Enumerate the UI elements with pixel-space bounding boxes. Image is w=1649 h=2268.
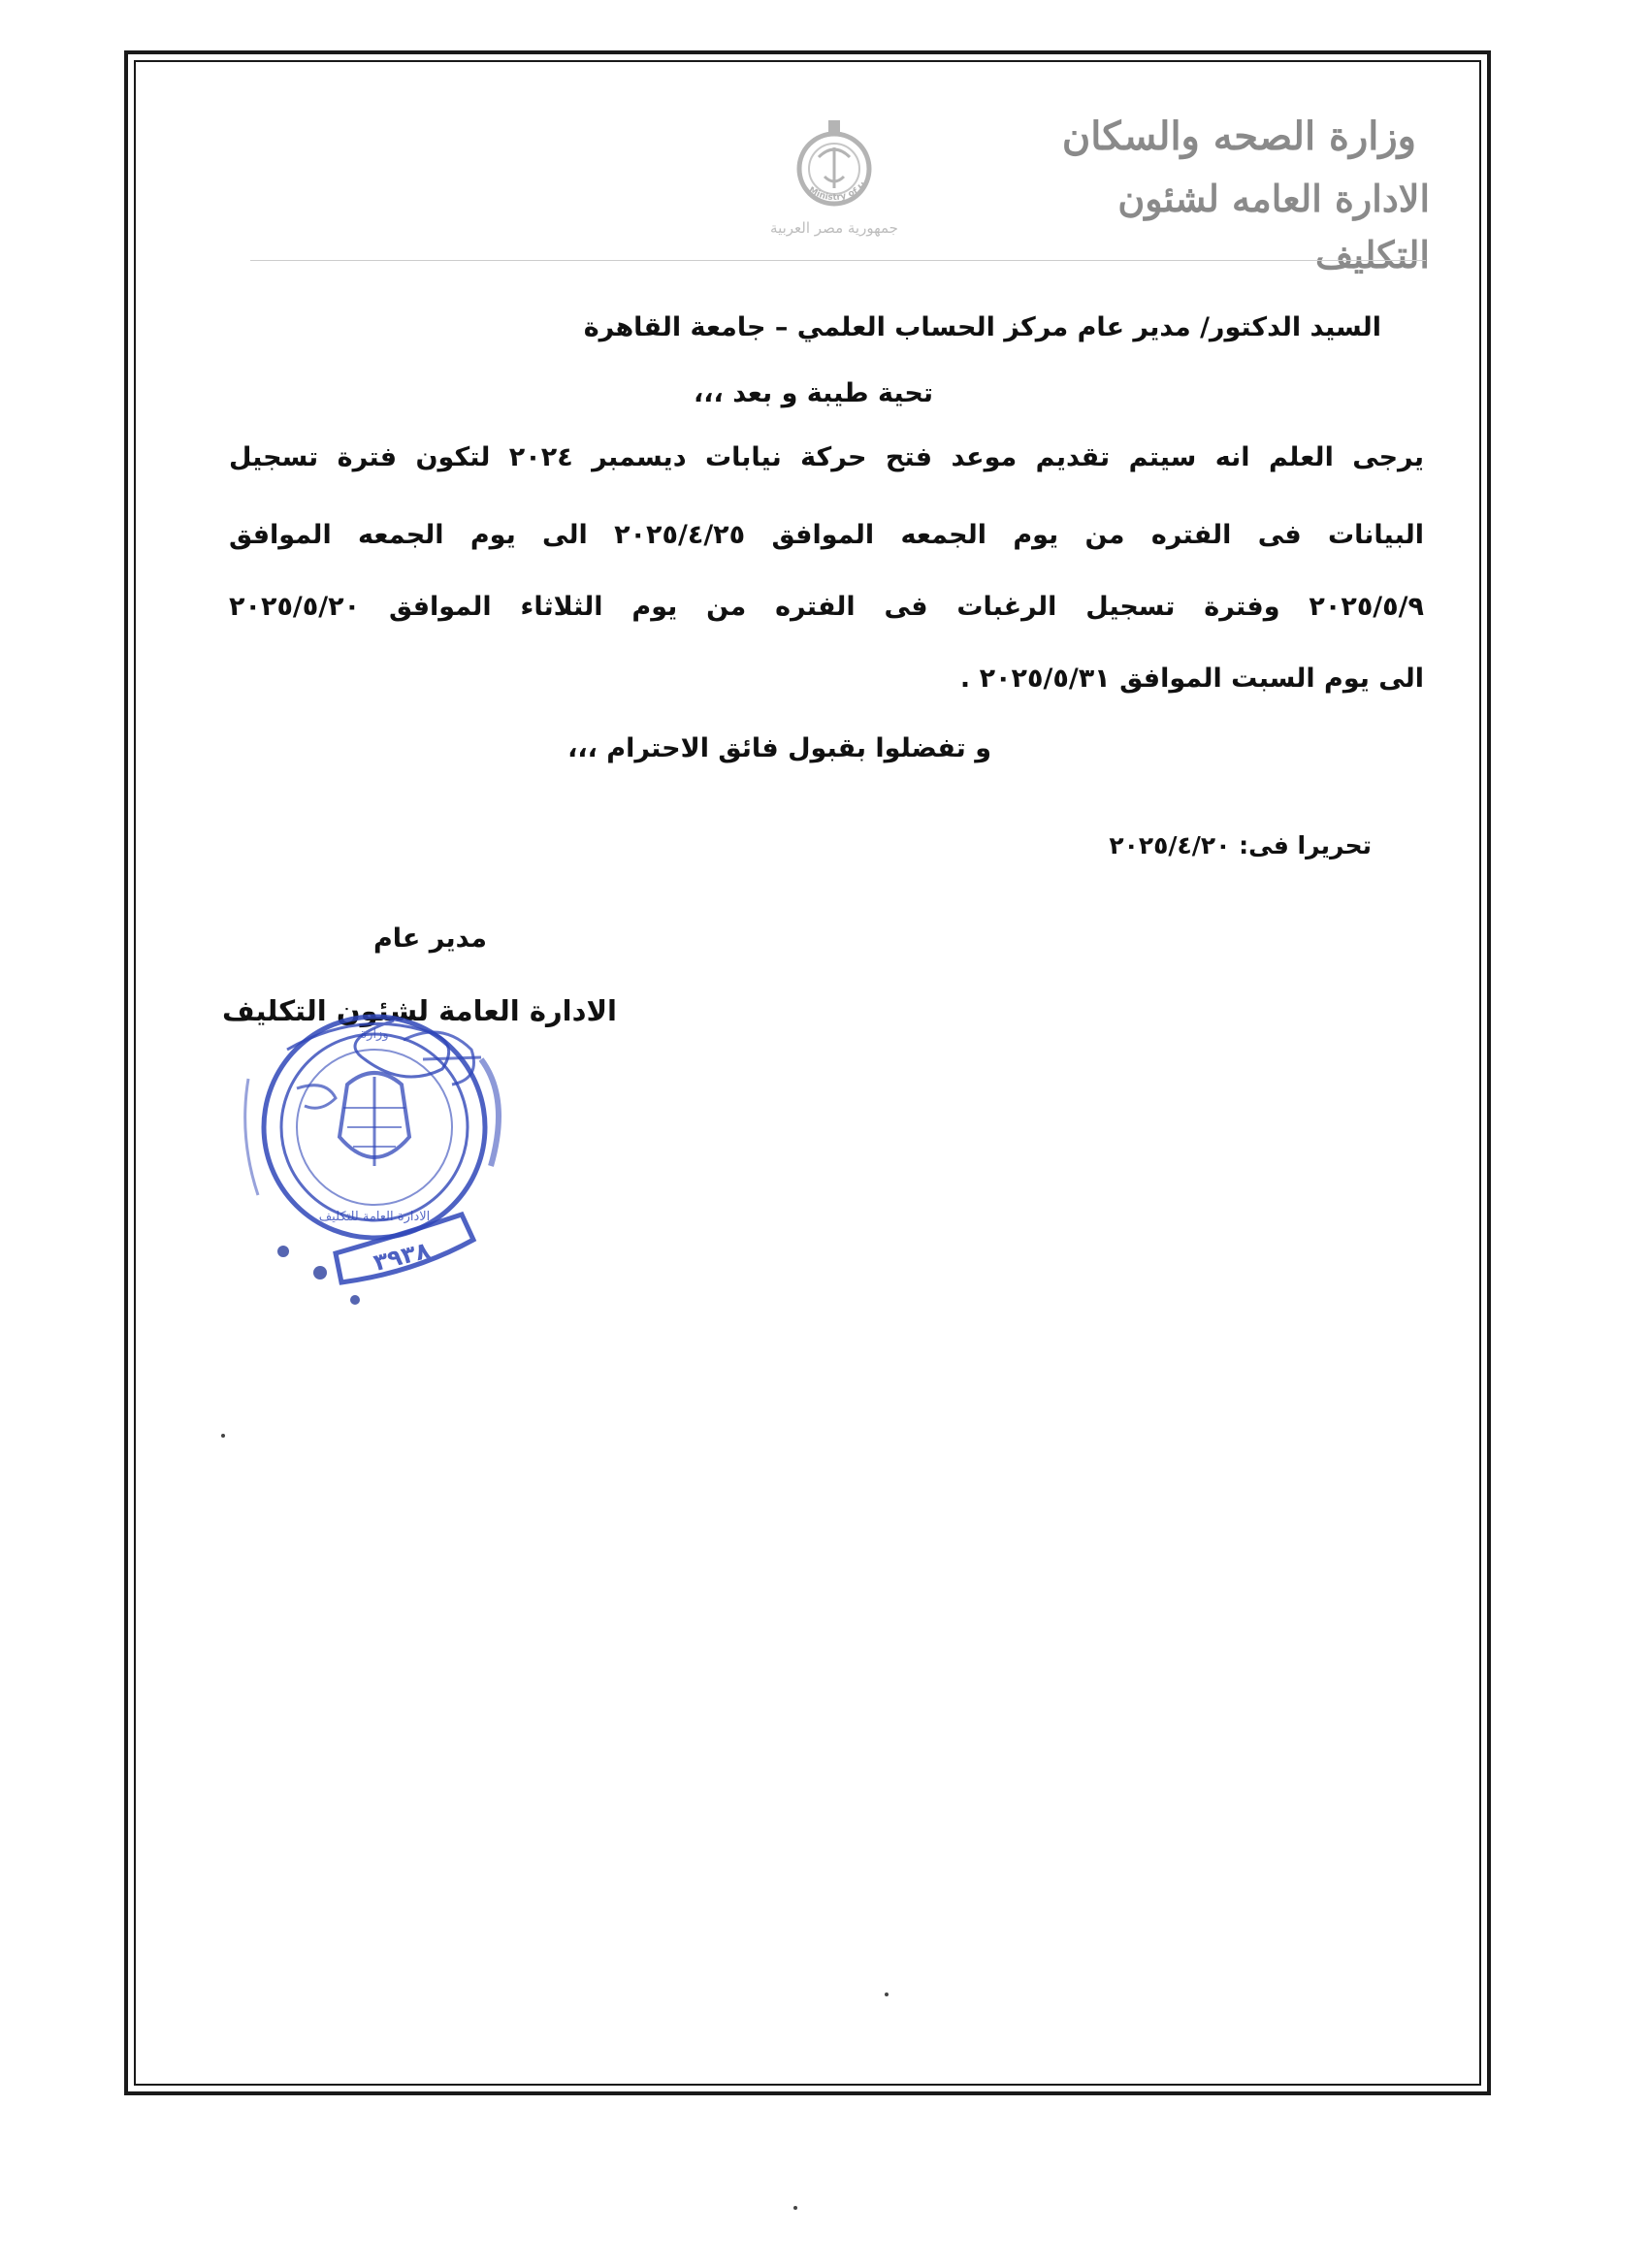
official-stamp (219, 991, 627, 1350)
logo-caption: جمهورية مصر العربية (770, 219, 898, 237)
letter-body-line-3: ٢٠٢٥/٥/٩ وفترة تسجيل الرغبات فى الفتره من يوم الثلاثاء الموافق ٢٠٢٥/٥/٢٠ (229, 592, 1424, 622)
letter-body-line-2: البيانات فى الفتره من يوم الجمعه الموافق ٢٠٢٥/٤/٢٥ الى يوم الجمعه الموافق (229, 520, 1424, 550)
scan-speck (885, 1993, 889, 1996)
letter-date: تحريرا فى: ٢٠٢٥/٤/٢٠ (1109, 831, 1372, 859)
header-divider (250, 260, 1426, 261)
letterhead-ministry: وزارة الصحه والسكان (1061, 113, 1416, 159)
letterhead-department: الادارة العامه لشئون التكليف (1117, 177, 1430, 276)
signature-department: الادارة العامة لشئون التكليف (221, 994, 617, 1027)
stamp-text: الادارة العامة للتكليف (318, 1210, 431, 1224)
letter-body-line-4: الى يوم السبت الموافق ٢٠٢٥/٥/٣١ . (959, 664, 1424, 694)
scan-speck (221, 1434, 225, 1438)
letter-addressee: السيد الدكتور/ مدير عام مركز الحساب العلمي – جامعة القاهرة (583, 312, 1381, 342)
logo-inner-text: Ministry of H (806, 180, 869, 204)
stamp-ministry: وزارة (360, 1027, 389, 1042)
letter-greeting: تحية طيبة و بعد ،،، (694, 378, 933, 408)
signature-title: مدير عام (372, 923, 487, 954)
letter-closing: و تفضلوا بقبول فائق الاحترام ،،، (567, 733, 991, 763)
scan-speck (793, 2206, 797, 2210)
stamp-serial: ٣٩٣٨ (371, 1236, 433, 1277)
letter-body-line-1: يرجى العلم انه سيتم تقديم موعد فتح حركة نيابات ديسمبر ٢٠٢٤ لتكون فترة تسجيل (229, 442, 1424, 472)
ministry-logo (757, 109, 912, 244)
